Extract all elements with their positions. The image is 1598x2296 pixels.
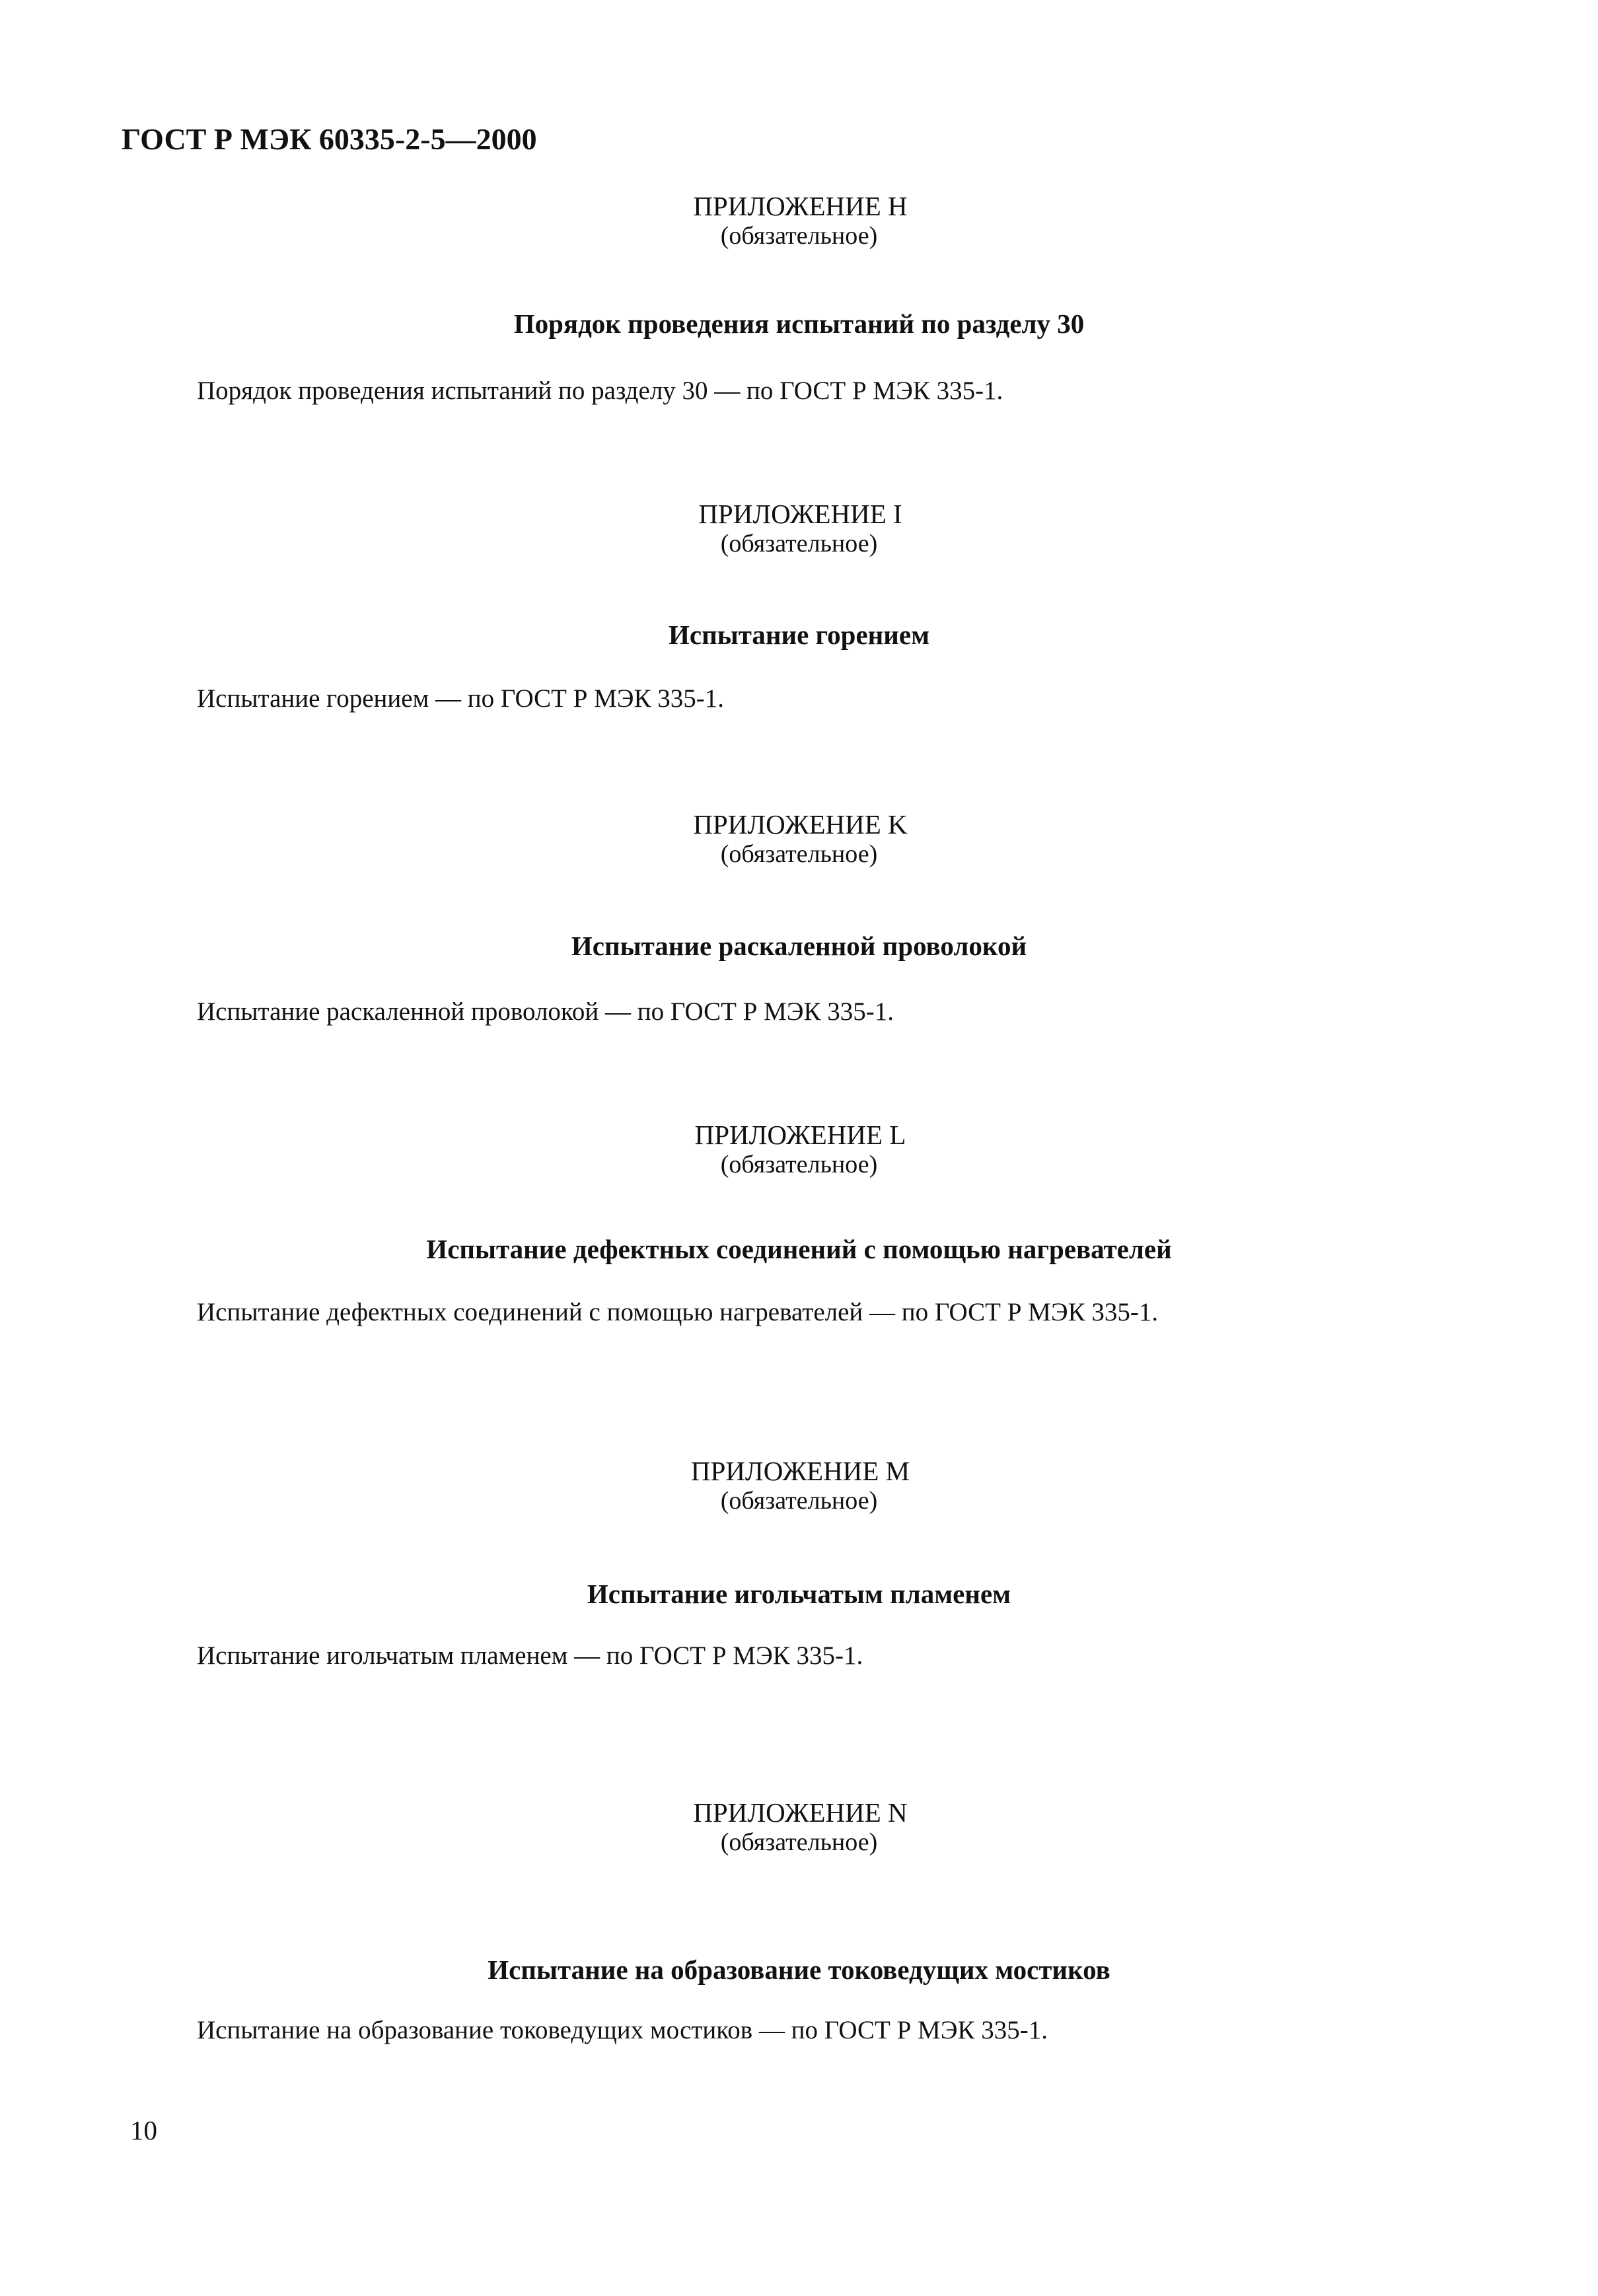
- annex-text: Испытание раскаленной проволокой — по ГОСТ Р МЭК 335-1.: [197, 997, 894, 1026]
- annex-text: Испытание игольчатым пламенем — по ГОСТ Р МЭК 335-1.: [197, 1641, 863, 1670]
- annex-status: (обязательное): [720, 1828, 878, 1856]
- annex-title: Испытание игольчатым пламенем: [587, 1579, 1011, 1609]
- document-header: ГОСТ Р МЭК 60335-2-5—2000: [122, 122, 537, 156]
- annex-label: ПРИЛОЖЕНИЕ N: [693, 1797, 908, 1828]
- annex-status: (обязательное): [720, 530, 878, 557]
- annex-text: Испытание на образование токоведущих мостиков — по ГОСТ Р МЭК 335-1.: [197, 2016, 1048, 2044]
- annex-text: Испытание дефектных соединений с помощью нагревателей — по ГОСТ Р МЭК 335-1.: [197, 1298, 1159, 1326]
- page-number: 10: [130, 2115, 157, 2145]
- annex-title: Испытание раскаленной проволокой: [571, 931, 1027, 961]
- annex-status: (обязательное): [720, 1487, 878, 1515]
- annex-label: ПРИЛОЖЕНИЕ L: [694, 1120, 906, 1150]
- annex-status: (обязательное): [720, 222, 878, 250]
- annex-status: (обязательное): [720, 840, 878, 868]
- annex-status: (обязательное): [720, 1151, 878, 1178]
- annex-title: Порядок проведения испытаний по разделу 30: [513, 308, 1085, 339]
- annex-text: Порядок проведения испытаний по разделу 30 — по ГОСТ Р МЭК 335-1.: [197, 377, 1003, 405]
- annex-title: Испытание горением: [668, 620, 930, 650]
- annex-text: Испытание горением — по ГОСТ Р МЭК 335-1.: [197, 684, 725, 713]
- annex-label: ПРИЛОЖЕНИЕ H: [693, 191, 908, 221]
- annex-label: ПРИЛОЖЕНИЕ K: [693, 809, 908, 840]
- annex-title: Испытание дефектных соединений с помощью нагревателей: [426, 1234, 1172, 1264]
- annex-label: ПРИЛОЖЕНИЕ M: [690, 1456, 910, 1486]
- annex-title: Испытание на образование токоведущих мостиков: [488, 1955, 1110, 1985]
- annex-label: ПРИЛОЖЕНИЕ I: [698, 499, 902, 529]
